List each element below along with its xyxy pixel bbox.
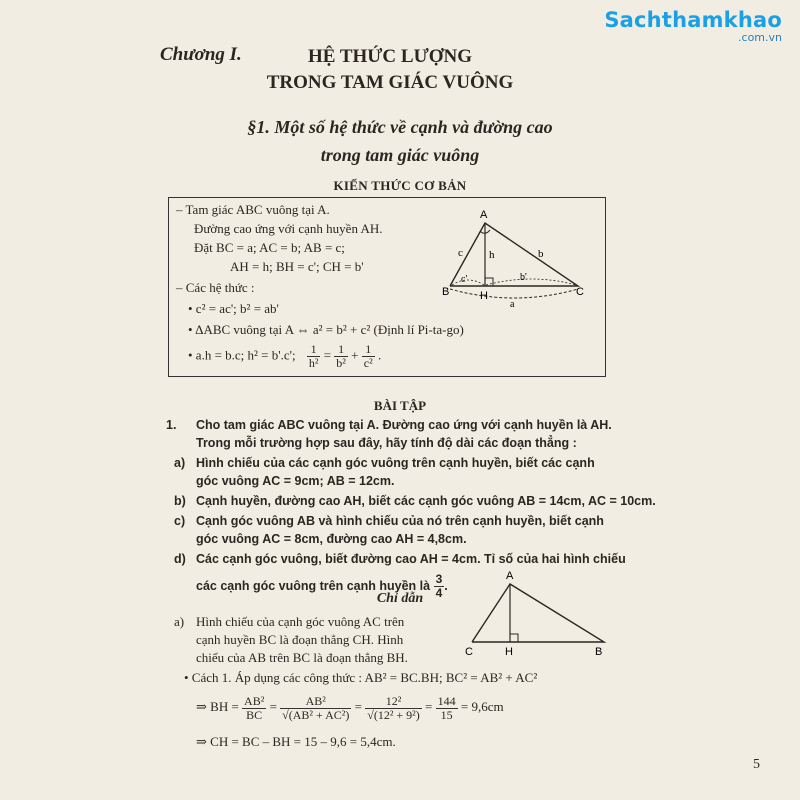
label-c: C <box>576 286 584 298</box>
part-c-line2: góc vuông AC = 8cm, đường cao AH = 4,8cm. <box>196 532 467 546</box>
triangle-figure-2 <box>458 568 608 660</box>
label-b: B <box>442 286 450 298</box>
exercise-number: 1. <box>166 418 177 432</box>
part-c-label: c) <box>174 514 186 528</box>
chidan-heading: Chỉ dẫn <box>376 591 424 606</box>
part-d-label: d) <box>174 552 186 566</box>
part-b-line1: Cạnh huyền, đường cao AH, biết các cạnh góc vuông AB = 14cm, AC = 10cm. <box>196 494 656 508</box>
bh-formula: ⇒ BH = $\frac{\text{AB²}}{BC}$ = $\frac{\text{AB²}}{\text{√(AB² + AC²)}}$ = $\frac{\text{12²}}{\text{√(12² + 9²)}}$ = $\frac{144}{15}$ = 9,6cm <box>196 693 504 722</box>
part-d-line2-text: các cạnh góc vuông trên cạnh huyền là <box>196 578 431 593</box>
part-b-label: b) <box>174 494 186 508</box>
label-side-c: c <box>458 247 463 259</box>
part-d-line1: Các cạnh góc vuông, biết đường cao AH = 4cm. Tỉ số của hai hình chiếu <box>196 552 626 566</box>
part-a-label: a) <box>174 456 186 470</box>
label-cprime: c' <box>461 274 468 285</box>
frac-12sq-sqrt: $\frac{\text{12²}}{\text{√(12² + 9²)}}$ <box>367 693 420 722</box>
triangle-abc <box>450 223 578 286</box>
watermark <box>604 8 782 44</box>
label-c-2: C <box>465 646 473 658</box>
section-title-line2: trong tam giác vuông <box>320 145 480 165</box>
label-b-2: B <box>595 646 603 658</box>
theory-bullet1: • c² = ac'; b² = ab' <box>188 301 279 316</box>
label-a-2: A <box>506 570 514 582</box>
label-h-len: h <box>489 249 495 261</box>
theory-bullet3-text: • a.h = b.c; h² = b'.c'; <box>188 347 296 363</box>
theory-line2: Đường cao ứng với cạnh huyền AH. <box>194 221 383 236</box>
frac-ab2-sqrt: $\frac{\text{AB²}}{\text{√(AB² + AC²)}}$ <box>282 693 350 722</box>
frac-1-h2: $\frac{1}{\text{h²}}$ <box>308 342 319 370</box>
hint-method1: • Cách 1. Áp dụng các công thức : AB² = BC.BH; BC² = AB² + AC² <box>184 670 538 685</box>
right-angle-h-2 <box>510 634 518 642</box>
part-c-line1: Cạnh góc vuông AB và hình chiếu của nó trên cạnh huyền, biết cạnh <box>196 514 604 528</box>
bprime-arc <box>486 279 576 285</box>
ch-result: ⇒ CH = BC – BH = 15 – 9,6 = 5,4cm. <box>196 734 396 749</box>
exercise-q2: Trong mỗi trường hợp sau đây, hãy tính độ dài các đoạn thẳng : <box>196 436 577 450</box>
theory-line3: Đặt BC = a; AC = b; AB = c; <box>194 240 345 255</box>
page-number: 5 <box>753 757 760 772</box>
exercise-q1: Cho tam giác ABC vuông tại A. Đường cao ứng với cạnh huyền là AH. <box>196 418 612 432</box>
part-d-line2: các cạnh góc vuông trên cạnh huyền là $\frac{3}{4}$ . <box>196 572 448 600</box>
chapter-title-line1: HỆ THỨC LƯỢNG <box>308 46 472 67</box>
theory-bullet3: • a.h = b.c; h² = b'.c'; $\frac{1}{\text{h²}}$ = $\frac{1}{\text{b²}}$ + $\frac{1}{\text{c²}}$ . <box>188 342 382 370</box>
frac-ab2-bc: $\frac{\text{AB²}}{BC}$ <box>244 693 265 722</box>
chapter-title-line2: TRONG TAM GIÁC VUÔNG <box>266 72 514 93</box>
hint-a-label: a) <box>174 614 185 629</box>
bh-prefix: ⇒ BH = <box>196 699 239 714</box>
chapter-title <box>200 44 580 96</box>
chapter-label: Chương I. <box>160 44 242 65</box>
theory-line4: AH = h; BH = c'; CH = b' <box>230 259 364 274</box>
baitap-heading: BÀI TẬP <box>373 398 427 413</box>
label-h-2: H <box>505 646 513 658</box>
part-a-line1: Hình chiếu của các cạnh góc vuông trên cạnh huyền, biết các cạnh <box>196 456 595 470</box>
bh-result: = 9,6cm <box>460 699 504 714</box>
label-h: H <box>480 290 488 302</box>
cprime-arc <box>452 280 484 285</box>
theory-line5: – Các hệ thức : <box>176 280 255 295</box>
side-a-arc <box>450 289 578 298</box>
triangle-figure-1 <box>430 203 600 311</box>
theory-bullet2: • ΔABC vuông tại A ⇔ a² = b² + c² (Định lí Pi-ta-go) <box>188 322 464 337</box>
hint-a-line3: chiếu của AB trên BC là đoạn thẳng BH. <box>196 650 408 665</box>
kienthuc-heading: KIẾN THỨC CƠ BẢN <box>333 178 467 193</box>
frac-1-c2: $\frac{1}{\text{c²}}$ <box>363 342 373 370</box>
frac-144-15: $\frac{144}{15}$ <box>437 693 456 722</box>
watermark-sub: .com.vn <box>738 31 782 44</box>
section-title-line1: §1. Một số hệ thức về cạnh và đường cao <box>247 117 553 137</box>
theory-line1: – Tam giác ABC vuông tại A. <box>176 202 330 217</box>
label-bprime: b' <box>520 272 527 283</box>
label-a: A <box>480 209 488 221</box>
label-side-b: b <box>538 248 544 260</box>
hint-a-line2: cạnh huyền BC là đoạn thẳng CH. Hình <box>196 632 404 647</box>
watermark-main: Sachthamkhao <box>604 8 782 32</box>
hint-a-line1: Hình chiếu của cạnh góc vuông AC trên <box>196 614 405 629</box>
frac-1-b2: $\frac{1}{\text{b²}}$ <box>336 342 346 370</box>
section-title <box>140 113 660 169</box>
label-side-a: a <box>510 299 515 310</box>
part-a-line2: góc vuông AC = 9cm; AB = 12cm. <box>196 474 395 488</box>
frac-3-4: $\frac{3}{4}$ <box>435 572 443 600</box>
